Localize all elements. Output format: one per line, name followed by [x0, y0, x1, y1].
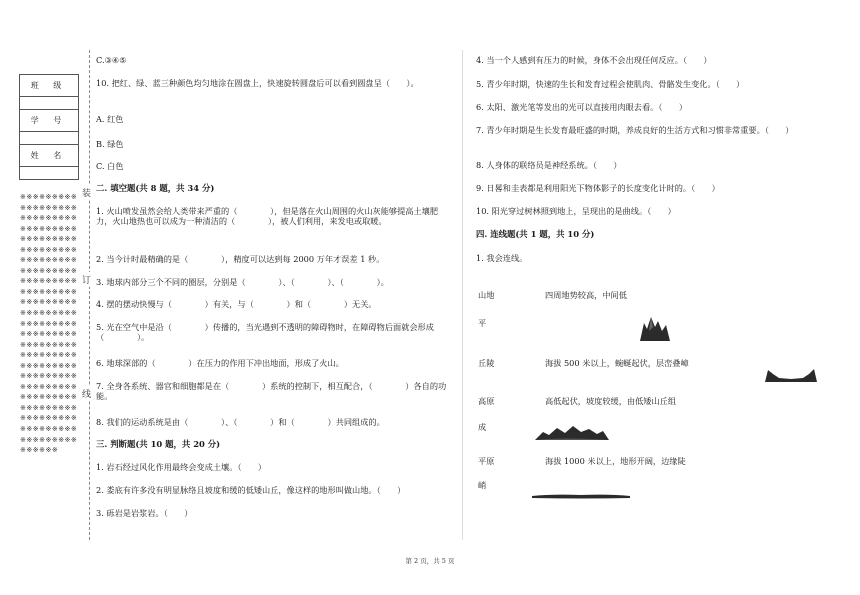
class-blank: [20, 97, 79, 110]
hills-terrain-icon: [535, 424, 609, 440]
prev-option-c: C.③④⑤: [96, 55, 127, 65]
match-q1-title: 1. 我会连线。: [476, 253, 528, 263]
choice-q10-option-c: C. 白色: [96, 161, 124, 171]
column-divider: [462, 50, 463, 540]
section-fill-heading: 二. 填空题(共 8 题，共 34 分): [96, 183, 215, 193]
binding-char-zhuang: 装: [82, 185, 91, 200]
match-term-fragment-ping: 平: [478, 318, 487, 328]
fill-q4: 4. 摆的摆动快慢与（ ）有关，与（ ）和（ ）无关。: [96, 299, 377, 309]
plain-terrain-icon: [532, 493, 630, 499]
section-match-heading: 四. 连线题(共 1 题，共 10 分): [476, 229, 595, 239]
match-term-fragment-qiao: 峭: [478, 480, 487, 490]
judge-q1: 1. 岩石经过风化作用最终会变成土壤。（ ）: [96, 462, 267, 472]
name-label: 姓 名: [20, 145, 79, 167]
judge-q4: 4. 当一个人感到有压力的时候，身体不会出现任何反应。（ ）: [476, 55, 712, 65]
match-desc-3: 高低起伏，坡度较缓，由低矮山丘组: [545, 396, 677, 406]
binding-dashed-line: [89, 50, 90, 540]
judge-q7: 7. 青少年时期是生长发育最旺盛的时期，养成良好的生活方式和习惯非常重要。（ ）: [476, 125, 794, 135]
fill-q6: 6. 地球深部的（ ）在压力的作用下冲出地面，形成了火山。: [96, 358, 344, 368]
fill-q1: 1. 火山喷发虽然会给人类带来严重的（ ），但是落在火山周围的火山灰能够提高土壤肥力，火山地热也可以成为一种清洁的（ ），被人们利用，来发电或取暖。: [96, 206, 439, 227]
match-term-fragment-cheng: 成: [478, 422, 487, 432]
judge-q5: 5. 青少年时期，快速的生长和发育过程会使肌肉、骨骼发生变化。（ ）: [476, 79, 745, 89]
class-label: 班 级: [20, 75, 79, 97]
judge-q3: 3. 砾岩是岩浆岩。（ ）: [96, 508, 193, 518]
choice-q10-option-b: B. 绿色: [96, 139, 124, 149]
match-term-plain: 平原: [478, 456, 495, 466]
student-id-blank: [20, 132, 79, 145]
page-footer: 第 2 页，共 5 页: [405, 557, 455, 565]
binding-char-xian: 线: [82, 386, 91, 401]
fill-q8: 8. 我们的运动系统是由（ ）、（ ）和（ ）共同组成的。: [96, 417, 385, 427]
basin-terrain-icon: [765, 368, 817, 382]
binding-pattern: ※※※※※※※※※※※※※※※※※※※※※※※※※※※※※※※※※※※※※※※※※※※※※※※※※※※※※※※※※※※※※※※※※※※※※※※※※※※※※※※※※※※※※※※※※※※※※※※※※※※※※※※※※※※※※※※※※※※※※※※※※※※※※※※※※※※※※※※※※※※※※※※※※※※※※※※※※※※※※※※※※※※※※※※※※※※※※※※※※※※※※※※※※※※※※※※※※※※※※※※※※※※※※※※※※※※※※※※※※※※※※※: [20, 193, 78, 455]
judge-q6: 6. 太阳、激光笔等发出的光可以直接用肉眼去看。（ ）: [476, 102, 688, 112]
match-term-plateau: 高原: [478, 396, 495, 406]
judge-q9: 9. 日晷和圭表都是利用阳光下物体影子的长度变化计时的。（ ）: [476, 183, 720, 193]
match-desc-2: 海拔 500 米以上，蜿蜒起伏，层峦叠嶂: [545, 358, 689, 368]
student-info-table: [19, 74, 79, 180]
match-term-mountain: 山地: [478, 290, 495, 300]
fill-q5: 5. 光在空气中是沿（ ）传播的，当光遇到不透明的障碍物时，在障碍物后面就会形成（ ）。: [96, 322, 434, 343]
judge-q2: 2. 娄底有许多没有明显脉络且坡度和缓的低矮山丘，像这样的地形叫做山地。（ ）: [96, 485, 406, 495]
binding-char-ding: 订: [82, 272, 91, 287]
choice-q10-option-a: A. 红色: [96, 114, 124, 124]
fill-q7: 7. 全身各系统、器官和细胞都是在（ ）系统的控制下，相互配合，（ ）各自的功能。: [96, 381, 447, 402]
choice-q10: 10. 把红、绿、蓝三种颜色均匀地涂在圆盘上，快速旋转圆盘后可以看到圆盘呈（ ）。: [96, 78, 419, 88]
mountain-terrain-icon: [640, 315, 670, 341]
student-id-label: 学 号: [20, 110, 79, 132]
match-desc-4: 海拔 1000 米以上，地形开阔，边缘陡: [545, 456, 686, 466]
name-blank: [20, 167, 79, 180]
match-term-hills: 丘陵: [478, 358, 495, 368]
judge-q10: 10. 阳光穿过树林照到地上，呈现出的是曲线。（ ）: [476, 206, 676, 216]
judge-q8: 8. 人身体的联络员是神经系统。（ ）: [476, 160, 622, 170]
fill-q3: 3. 地球内部分三个不同的圈层，分别是（ ）、（ ）、（ ）。: [96, 277, 389, 287]
fill-q2: 2. 当今计时最精确的是（ ），精度可以达到每 2000 万年才误差 1 秒。: [96, 254, 385, 264]
match-desc-1: 四周地势较高，中间低: [545, 290, 627, 300]
section-judge-heading: 三. 判断题(共 10 题，共 20 分): [96, 439, 221, 449]
